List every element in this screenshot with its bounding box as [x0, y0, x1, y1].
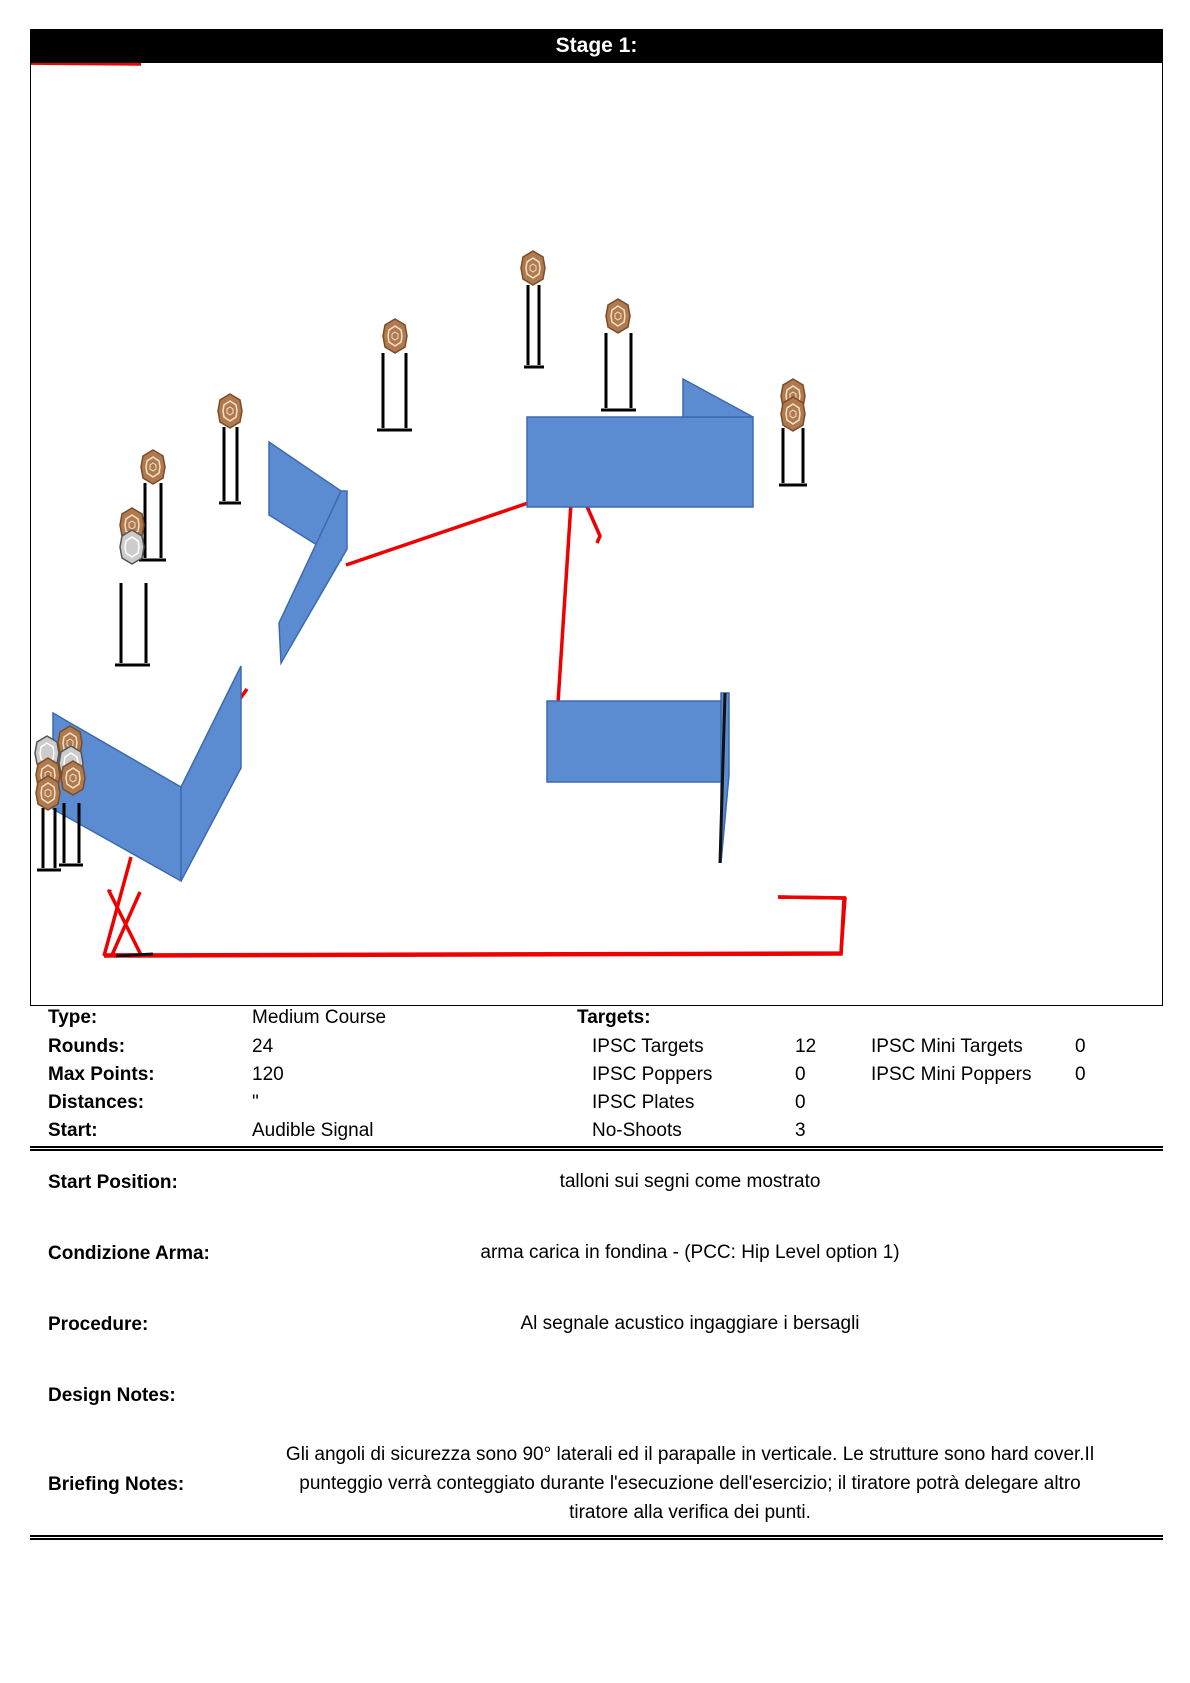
ipsc-plates-label: IPSC Plates [592, 1092, 695, 1113]
wall-right-1 [547, 701, 721, 782]
stage-title: Stage 1: [555, 34, 638, 57]
type-value: Medium Course [252, 1007, 387, 1028]
divider-top [30, 1146, 1163, 1151]
fault-line-outer [106, 470, 845, 955]
distances-value: " [252, 1092, 259, 1113]
start-position-label: Start Position: [48, 1172, 178, 1193]
start-mark [116, 954, 153, 956]
stage-title-bar [30, 29, 1163, 63]
noshoots-label: No-Shoots [592, 1120, 682, 1141]
procedure-label: Procedure: [48, 1314, 149, 1335]
ipsc-poppers-label: IPSC Poppers [592, 1064, 713, 1085]
maxpoints-value: 120 [252, 1064, 284, 1085]
design-notes-label: Design Notes: [48, 1385, 176, 1406]
briefing-notes-value [240, 1440, 1140, 1527]
start-position-value: talloni sui segni come mostrato [559, 1171, 821, 1192]
start-value: Audible Signal [252, 1120, 374, 1141]
noshoots-value: 3 [795, 1120, 806, 1141]
distances-label: Distances: [48, 1092, 145, 1113]
wall-top-2 [683, 379, 753, 417]
start-label: Start: [48, 1120, 98, 1141]
fault-lines [31, 63, 141, 64]
stage-diagram-svg [31, 63, 1162, 1005]
procedure-value: Al segnale acustico ingaggiare i bersagli [520, 1313, 860, 1334]
ipsc-plates-value: 0 [795, 1092, 806, 1113]
maxpoints-label: Max Points: [48, 1064, 155, 1085]
stage-diagram [30, 63, 1163, 1006]
wall-top-1 [527, 417, 753, 507]
briefing-line-2: punteggio verrà conteggiato durante l'esecuzione dell'esercizio; il tiratore potrà delegare altro [299, 1473, 1081, 1494]
mini-poppers-label: IPSC Mini Poppers [871, 1064, 1032, 1085]
ipsc-poppers-value: 0 [795, 1064, 806, 1085]
divider-bottom [30, 1535, 1163, 1540]
mini-targets-label: IPSC Mini Targets [871, 1036, 1023, 1057]
rounds-value: 24 [252, 1036, 274, 1057]
mini-poppers-value: 0 [1075, 1064, 1086, 1085]
wall-left-2 [181, 666, 241, 881]
briefing-line-1: Gli angoli di sicurezza sono 90° laterali ed il parapalle in verticale. Le strutture sono hard cover.Il [285, 1444, 1095, 1465]
weapon-value: arma carica in fondina - (PCC: Hip Level option 1) [480, 1242, 900, 1263]
mini-targets-value: 0 [1075, 1036, 1086, 1057]
ipsc-targets-value: 12 [795, 1036, 817, 1057]
ipsc-targets-label: IPSC Targets [592, 1036, 704, 1057]
rounds-label: Rounds: [48, 1036, 126, 1057]
weapon-label: Condizione Arma: [48, 1243, 210, 1264]
type-label: Type: [48, 1007, 98, 1028]
briefing-notes-label: Briefing Notes: [48, 1474, 185, 1495]
briefing-line-3: tiratore alla verifica dei punti. [569, 1502, 811, 1523]
targets-heading: Targets: [577, 1007, 651, 1028]
